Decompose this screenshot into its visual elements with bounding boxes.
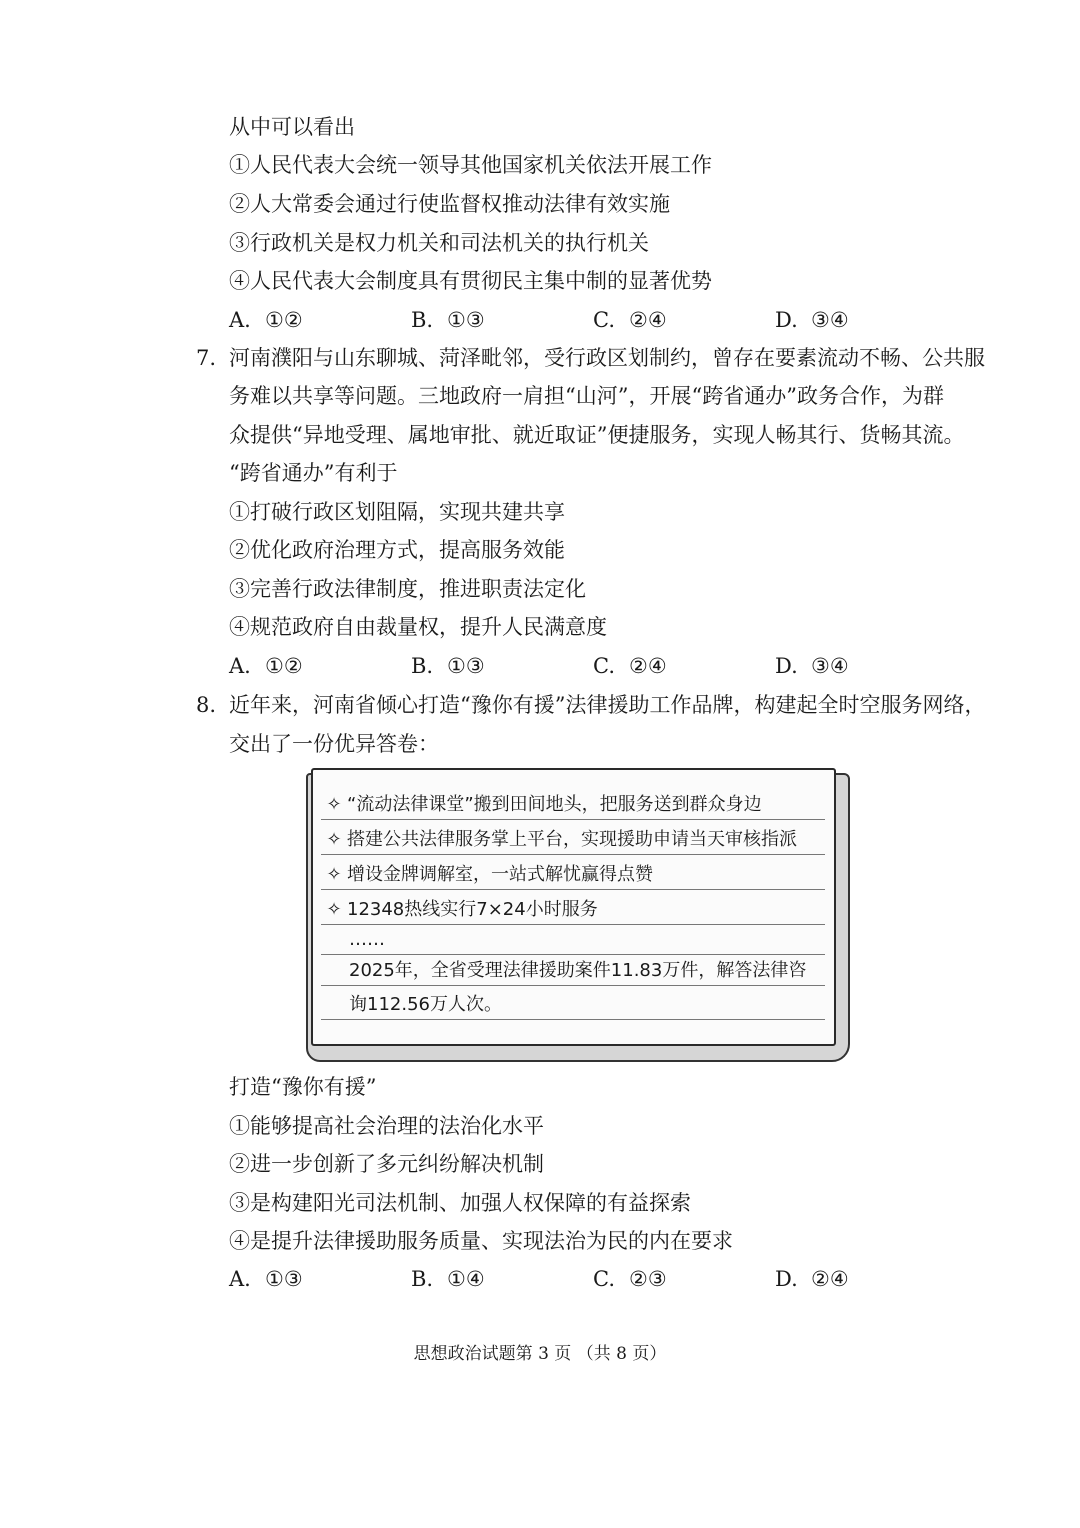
q7-option-b[interactable]: B. ①③ (411, 654, 485, 678)
q7-stem-line-3: 众提供“异地受理、属地审批、就近取证”便捷服务，实现人畅其行、货畅其流。 (229, 423, 965, 447)
note-item: ✧ 增设金牌调解室，一站式解忧赢得点赞 (321, 861, 825, 890)
q7-statement-2: ②优化政府治理方式，提高服务效能 (229, 538, 565, 562)
q7-option-c[interactable]: C. ②④ (593, 654, 667, 678)
sparkle-bullet-icon: ✧ (326, 829, 342, 850)
q7-statement-4: ④规范政府自由裁量权，提升人民满意度 (229, 615, 607, 639)
q6-statement-2: ②人大常委会通过行使监督权推动法律有效实施 (229, 192, 670, 216)
q8-lead: 打造“豫你有援” (229, 1075, 377, 1099)
note-item: ✧ “流动法律课堂”搬到田间地头，把服务送到群众身边 (321, 791, 825, 820)
q7-stem-line-1: 河南濮阳与山东聊城、菏泽毗邻，受行政区划制约，曾存在要素流动不畅、公共服 (229, 346, 985, 370)
page-footer: 思想政治试题第 3 页 （共 8 页） (413, 1344, 667, 1364)
q8-option-b[interactable]: B. ①④ (411, 1267, 485, 1291)
q8-statement-1: ①能够提高社会治理的法治化水平 (229, 1114, 544, 1138)
q8-number: 8. (196, 693, 217, 717)
note-item: ✧ 搭建公共法律服务掌上平台，实现援助申请当天审核指派 (321, 826, 825, 855)
q6-lead: 从中可以看出 (229, 115, 355, 139)
note-summary-line-1: 2025年，全省受理法律援助案件11.83万件，解答法律咨 (321, 957, 825, 986)
q6-option-d[interactable]: D. ③④ (775, 308, 849, 332)
q7-statement-3: ③完善行政法律制度，推进职责法定化 (229, 577, 586, 601)
q6-statement-3: ③行政机关是权力机关和司法机关的执行机关 (229, 231, 649, 255)
note-card (311, 768, 836, 1046)
note-ellipsis: …… (321, 926, 825, 955)
q7-option-a[interactable]: A. ①② (229, 654, 303, 678)
q8-statement-3: ③是构建阳光司法机制、加强人权保障的有益探索 (229, 1191, 691, 1215)
q8-option-d[interactable]: D. ②④ (775, 1267, 849, 1291)
note-item: ✧ 12348热线实行7×24小时服务 (321, 896, 825, 925)
q7-stem-line-2: 务难以共享等问题。三地政府一肩担“山河”，开展“跨省通办”政务合作，为群 (229, 384, 944, 408)
q6-option-b[interactable]: B. ①③ (411, 308, 485, 332)
sparkle-bullet-icon: ✧ (326, 899, 342, 920)
q8-stem-line-1: 近年来，河南省倾心打造“豫你有援”法律援助工作品牌，构建起全时空服务网络， (229, 693, 986, 717)
q6-option-c[interactable]: C. ②④ (593, 308, 667, 332)
q7-number: 7. (196, 346, 217, 370)
q7-statement-1: ①打破行政区划阻隔，实现共建共享 (229, 500, 565, 524)
q6-statement-1: ①人民代表大会统一领导其他国家机关依法开展工作 (229, 153, 712, 177)
sparkle-bullet-icon: ✧ (326, 864, 342, 885)
q8-option-a[interactable]: A. ①③ (229, 1267, 303, 1291)
q6-statement-4: ④人民代表大会制度具有贯彻民主集中制的显著优势 (229, 269, 712, 293)
q8-statement-4: ④是提升法律援助服务质量、实现法治为民的内在要求 (229, 1229, 733, 1253)
q7-stem-line-4: “跨省通办”有利于 (229, 461, 398, 485)
q7-option-d[interactable]: D. ③④ (775, 654, 849, 678)
q6-option-a[interactable]: A. ①② (229, 308, 303, 332)
note-summary-line-2: 询112.56万人次。 (321, 991, 825, 1020)
sparkle-bullet-icon: ✧ (326, 794, 342, 815)
q8-stem-line-2: 交出了一份优异答卷： (229, 732, 439, 756)
q8-statement-2: ②进一步创新了多元纠纷解决机制 (229, 1152, 544, 1176)
q8-option-c[interactable]: C. ②③ (593, 1267, 667, 1291)
